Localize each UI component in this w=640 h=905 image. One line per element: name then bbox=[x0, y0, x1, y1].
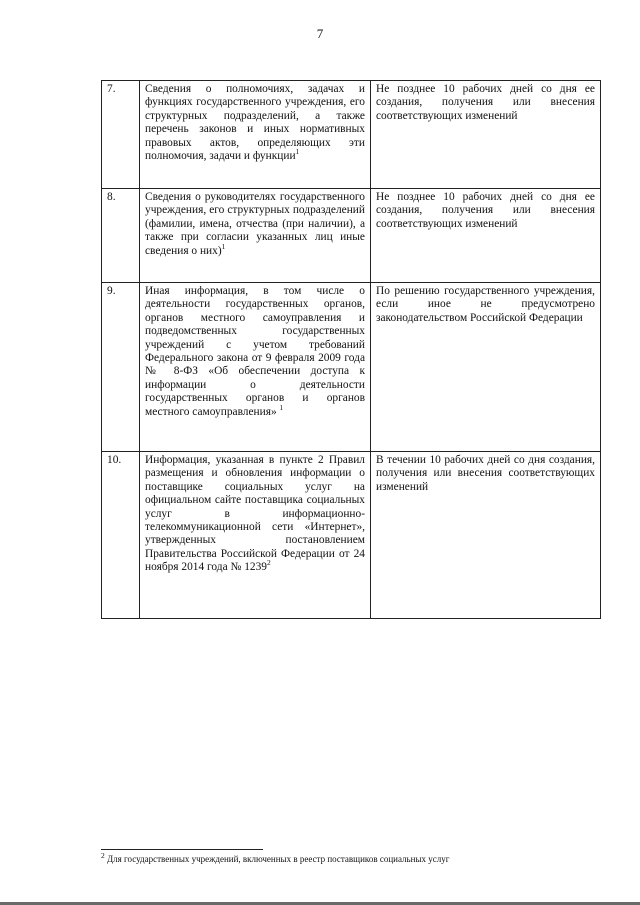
footnote-ref: 1 bbox=[221, 241, 226, 251]
table-row bbox=[102, 81, 601, 189]
footnote bbox=[101, 851, 601, 865]
row-term: В течении 10 рабочих дней со дня создания, получения или внесения соответствующих изменений bbox=[371, 452, 601, 619]
row-number: 10. bbox=[102, 452, 140, 619]
footnote-ref: 1 bbox=[279, 402, 284, 412]
row-term: Не позднее 10 рабочих дней со дня ее создания, получения или внесения соответствующих изменений bbox=[371, 81, 601, 189]
footnote-divider bbox=[101, 849, 263, 850]
row-description: Информация, указанная в пункте 2 Правил размещения и обновления информации о поставщике социальных услуг на официальном сайте поставщика социальных услуг в информационно-телекоммуникационной сети «Интернет», утвержденных постановлением Правительства Российской Федерации от 24 ноября 2014 года № 1239$^2$ bbox=[140, 452, 371, 619]
table-row bbox=[102, 283, 601, 452]
footnote-marker: 2 bbox=[101, 851, 105, 860]
row-number: 9. bbox=[102, 283, 140, 452]
footnote-ref: 1 bbox=[295, 147, 300, 157]
table-row bbox=[102, 189, 601, 283]
row-term: По решению государственного учреждения, если иное не предусмотрено законодательством Российской Федерации bbox=[371, 283, 601, 452]
info-table bbox=[101, 80, 601, 619]
row-term: Не позднее 10 рабочих дней со дня ее создания, получения или внесения соответствующих изменений bbox=[371, 189, 601, 283]
row-description: Сведения о полномочиях, задачах и функциях государственного учреждения, его структурных подразделений, а также перечень законов и иных нормативных правовых актов, определяющих эти полномочия, задачи и функции$^1$ bbox=[140, 81, 371, 189]
table-row bbox=[102, 452, 601, 619]
footnote-ref: 2 bbox=[266, 558, 271, 568]
row-number: 8. bbox=[102, 189, 140, 283]
row-number: 7. bbox=[102, 81, 140, 189]
page-number: 7 bbox=[316, 26, 324, 41]
row-description: Сведения о руководителях государственного учреждения, его структурных подразделений (фамилии, имена, отчества (при наличии), а также при согласии указанных лиц иные сведения о них)$^1$ bbox=[140, 189, 371, 283]
row-description: Иная информация, в том числе о деятельности государственных органов, органов местного самоуправления и подведомственных государственных учреждений с учетом требований Федерального закона от 9 февраля 2009 года № 8-ФЗ «Об обеспечении доступа к информации о деятельности государственных органов и органов местного самоуправления» $^1$ bbox=[140, 283, 371, 452]
footnote-text: Для государственных учреждений, включенных в реестр поставщиков социальных услуг bbox=[107, 854, 450, 864]
